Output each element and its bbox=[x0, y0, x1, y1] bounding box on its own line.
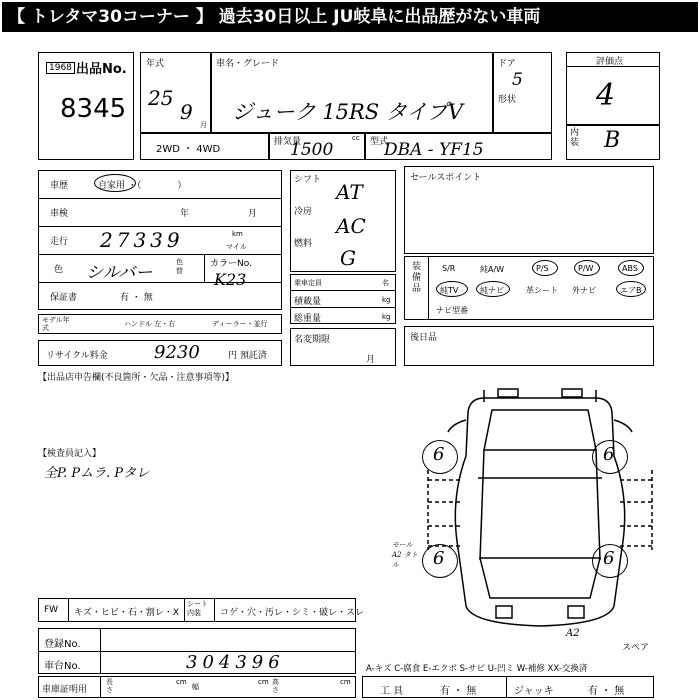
name-label: 車名・グレード bbox=[216, 59, 280, 69]
tools-label: 工 具 bbox=[380, 686, 404, 697]
month-value: 9 bbox=[180, 100, 193, 124]
mileage-value: 27339 bbox=[100, 228, 184, 252]
cert-label: 車庫証明用 bbox=[42, 685, 88, 695]
inspection-label: 車検 bbox=[50, 209, 69, 219]
weight-unit: kg bbox=[382, 313, 391, 321]
equip-ps: P/S bbox=[536, 264, 549, 273]
navi-model-label: ナビ型番 bbox=[436, 306, 468, 315]
shift-label: シフト bbox=[294, 175, 322, 185]
damage-legend: A-キズ C-腐食 E-エクボ S-サビ U-凹ミ W-補修 XX-交換済 bbox=[366, 664, 588, 674]
shift-value: AT bbox=[336, 180, 363, 204]
model-year-label: モデル年式 bbox=[42, 316, 70, 332]
year-label: 年式 bbox=[146, 59, 165, 69]
equip-aw: 純A/W bbox=[480, 265, 505, 274]
chassis-label: 車台No. bbox=[44, 661, 81, 672]
displacement-value: 1500 bbox=[290, 140, 334, 160]
jack-label: ジャッキ bbox=[514, 686, 554, 697]
recycle-label: リサイクル料金 bbox=[46, 351, 108, 361]
fuel-value: G bbox=[340, 246, 356, 270]
seller-notes-label: 【出品店申告欄(不良箇所・欠品・注意事項等)】 bbox=[38, 373, 235, 383]
wid-label: 幅 bbox=[192, 683, 199, 691]
door-value: 5 bbox=[512, 70, 523, 90]
color-no-label: カラーNo. bbox=[210, 259, 252, 269]
model-label: 型式 bbox=[370, 137, 389, 147]
tools-value: 有 ・ 無 bbox=[440, 686, 477, 697]
color-value: シルバー bbox=[86, 263, 153, 283]
lot-label: 出品No. bbox=[76, 62, 127, 77]
cc-unit: cc bbox=[352, 134, 360, 142]
mileage-label: 走行 bbox=[50, 237, 69, 247]
chassis-value: 304396 bbox=[186, 652, 285, 673]
handle-label: ハンドル 左・右 bbox=[124, 320, 176, 328]
tire-front-left-value: 6 bbox=[433, 444, 445, 465]
wid-unit: cm bbox=[258, 678, 269, 686]
month-unit: 月 bbox=[200, 121, 207, 129]
color-label: 色 bbox=[54, 265, 64, 275]
name-change-label: 名変期限 bbox=[294, 335, 331, 345]
mile-unit: マイル bbox=[226, 243, 247, 251]
weight-label: 総重量 bbox=[294, 314, 322, 324]
side-note: モール A2 タトル bbox=[392, 541, 418, 569]
ac-value: AC bbox=[336, 214, 366, 238]
equip-tv: 純TV bbox=[440, 286, 459, 295]
displacement-label: 排気量 bbox=[274, 137, 302, 147]
reg-label: 登録No. bbox=[44, 639, 81, 650]
tire-rear-left-value: 6 bbox=[433, 548, 445, 569]
warranty-value: 有 ・ 無 bbox=[120, 293, 153, 303]
hei-unit: cm bbox=[340, 678, 351, 686]
car-diagram bbox=[400, 380, 680, 640]
recycle-value: 9230 bbox=[154, 342, 200, 363]
equip-airbag: エアB bbox=[620, 286, 642, 295]
history-value: 自家用 ・（ ） bbox=[98, 181, 187, 191]
grade-value: 4 bbox=[596, 78, 616, 113]
fw-label: FW bbox=[44, 605, 59, 615]
dealer-label: ディーラー・並行 bbox=[212, 320, 268, 328]
lot-year-tag: 1968 bbox=[46, 62, 75, 74]
recycle-unit: 円 預託済 bbox=[228, 351, 267, 361]
color-no-value: K23 bbox=[214, 270, 247, 289]
year-value: 25 bbox=[148, 86, 174, 110]
spare-label: スペア bbox=[622, 643, 650, 653]
equip-pw: P/W bbox=[578, 264, 594, 273]
seat-label: シート内装 bbox=[187, 600, 208, 617]
fw-value: キズ・ヒビ・石・割レ・X bbox=[74, 608, 179, 618]
interior-value: B bbox=[604, 128, 621, 153]
inspection-year: 年 bbox=[180, 209, 190, 219]
tire-rear-right-value: 6 bbox=[603, 548, 615, 569]
inspector-note: 全P. Pムラ. Pタレ bbox=[44, 466, 150, 481]
equip-label: 装備品 bbox=[412, 262, 422, 294]
interior-label: 内装 bbox=[570, 128, 580, 148]
color-change: 色替 bbox=[176, 258, 183, 275]
history-label: 車歴 bbox=[50, 181, 69, 191]
equip-navi: 純ナビ bbox=[480, 286, 504, 295]
inspector-label: 【検査員記入】 bbox=[38, 449, 102, 459]
door-label: ドア bbox=[498, 59, 516, 69]
sales-point-label: セールスポイント bbox=[410, 173, 482, 183]
len-label: 長さ bbox=[106, 678, 113, 694]
equip-ext-navi: 外ナビ bbox=[572, 286, 596, 295]
load-label: 積載量 bbox=[294, 297, 322, 307]
model-value: DBA - YF15 bbox=[384, 140, 484, 160]
name-change-unit: 月 bbox=[366, 355, 376, 365]
jack-value: 有 ・ 無 bbox=[588, 686, 625, 697]
equip-leather: 革シート bbox=[526, 286, 558, 295]
equip-abs: ABS bbox=[622, 264, 638, 273]
shape-label: 形状 bbox=[498, 95, 517, 105]
hei-label: 高さ bbox=[272, 678, 279, 694]
history-circle bbox=[94, 174, 136, 192]
len-unit: cm bbox=[176, 678, 187, 686]
equip-sr: S/R bbox=[442, 264, 456, 273]
capacity-label: 乗車定員 bbox=[294, 279, 322, 287]
banner: 【 トレタマ30コーナー 】 過去30日以上 JU岐阜に出品歴がない車両 bbox=[2, 2, 698, 32]
drive-options: 2WD ・ 4WD bbox=[156, 144, 221, 155]
tire-front-right-value: 6 bbox=[603, 444, 615, 465]
name-value: ジューク 15RS タイプV bbox=[232, 100, 463, 124]
load-unit: kg bbox=[382, 296, 391, 304]
fuel-label: 燃料 bbox=[294, 239, 313, 249]
km-unit: km bbox=[232, 230, 243, 238]
inspection-month: 月 bbox=[248, 209, 258, 219]
ac-label: 冷房 bbox=[294, 207, 313, 217]
retrofit-label: 後日品 bbox=[410, 333, 438, 343]
lot-number: 8345 bbox=[60, 94, 127, 124]
seat-value: コゲ・穴・汚レ・シミ・破レ・スレ bbox=[220, 608, 365, 618]
rear-note: A2 bbox=[566, 628, 580, 639]
capacity-unit: 名 bbox=[382, 279, 389, 287]
grade-label: 評価点 bbox=[596, 57, 624, 67]
retrofit-box bbox=[404, 326, 654, 366]
warranty-label: 保証書 bbox=[50, 293, 78, 303]
